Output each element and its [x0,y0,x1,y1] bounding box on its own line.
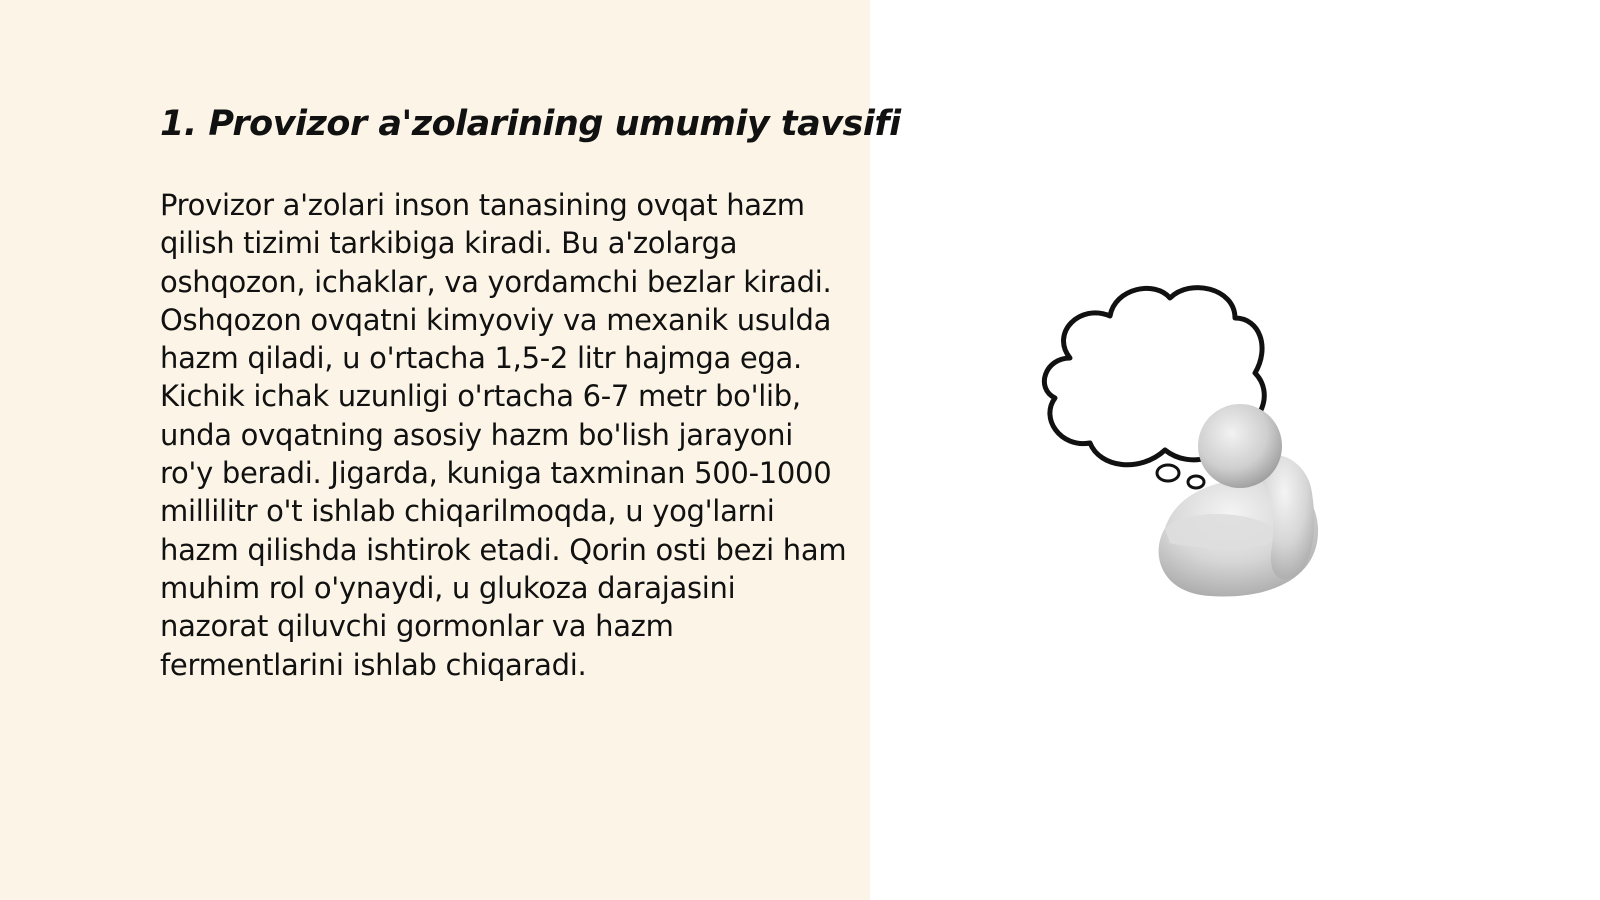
slide-title: 1. Provizor a'zolarining umumiy tavsifi [160,104,901,144]
slide-body-text: Provizor a'zolari inson tanasining ovqat hazm qilish tizimi tarkibiga kiradi. Bu a'zolarga oshqozon, ichaklar, va yordamchi bezlar kiradi. Oshqozon ovqatni kimyoviy va mexanik usulda hazm qiladi, u o'rtacha 1,5-2 litr hajmga ega. Kichik ichak uzunligi o'rtacha 6-7 metr bo'lib, unda ovqatning asosiy hazm bo'lish jarayoni ro'y beradi. Jigarda, kuniga taxminan 500-1000 millilitr o't ishlab chiqarilmoqda, u yog'larni hazm qilishda ishtirok etadi. Qorin osti bezi ham muhim rol o'ynaydi, u glukoza darajasini nazorat qiluvchi gormonlar va hazm fermentlarini ishlab chiqaradi. [160,188,847,682]
thinking-person-with-thought-bubble-icon [1030,278,1350,618]
